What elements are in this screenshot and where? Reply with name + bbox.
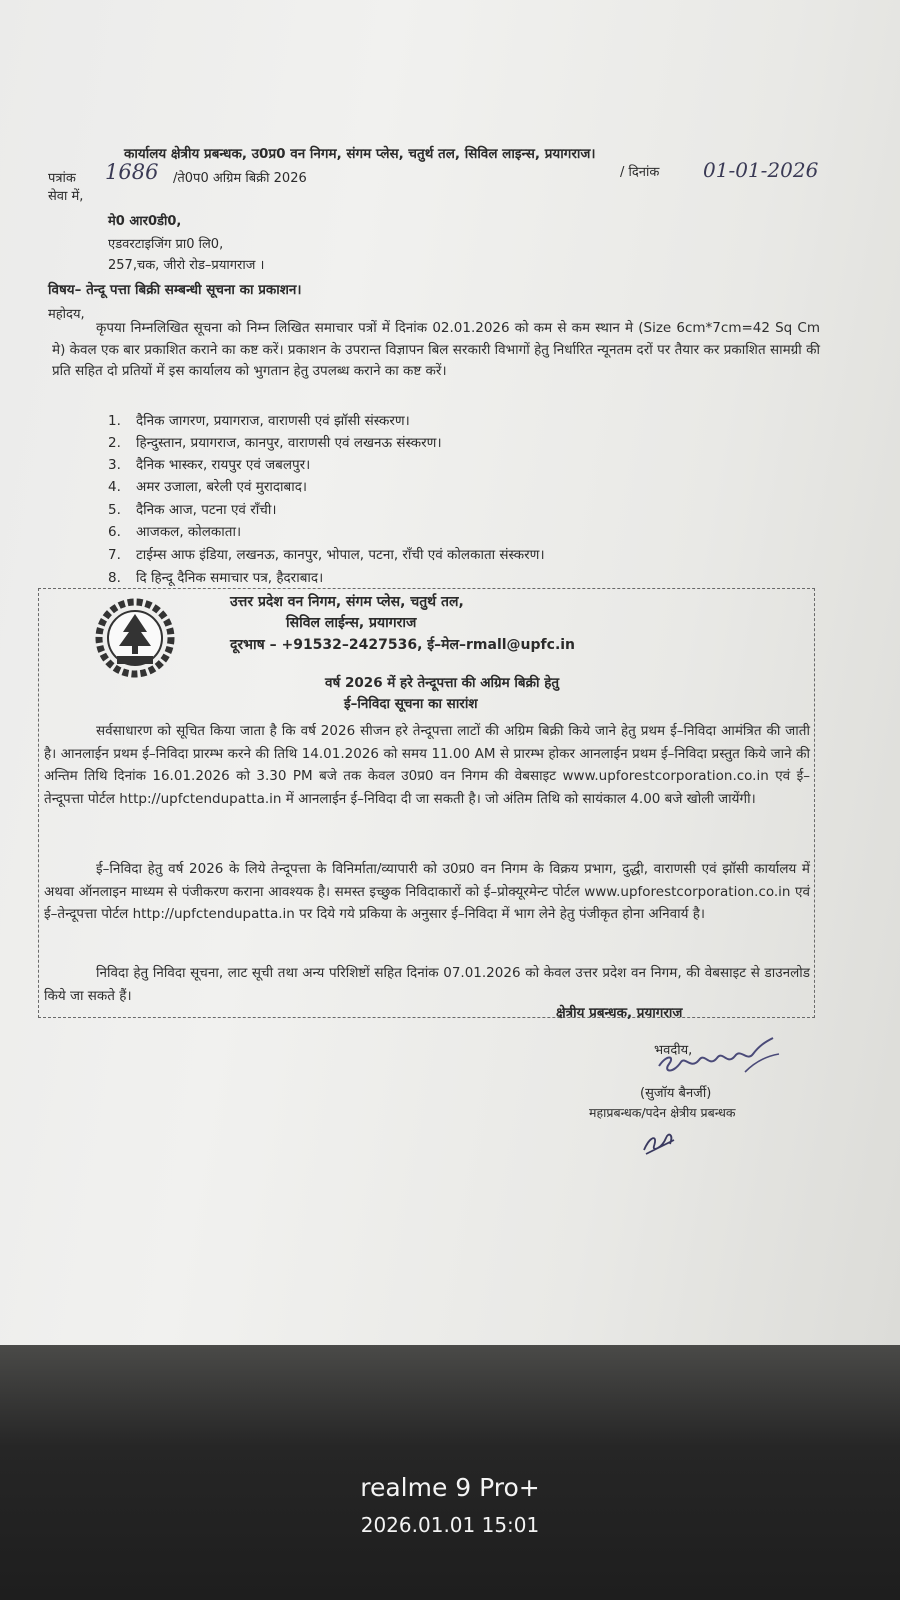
list-number: 6. [108, 524, 121, 540]
list-item: 5. दैनिक आज, पटना एवं रॉंची। [108, 502, 277, 518]
body-paragraph: कृपया निम्नलिखित सूचना को निम्न लिखित समाचार पत्रों में दिनांक 02.01.2026 को कम से कम स्थान मे (Size 6cm*7cm=42 Sq Cm मे) केवल एक बार प्रकाशित कराने का कष्ट करें। प्रकाशन के उपरान्त विज्ञापन बिल सरकारी विभागों हेतु निर्धारित न्यूनतम दरों पर तैयार कर प्रकाशित सामग्री की प्रति सहित दो प्रतियों में इस कार्यालय को भुगतान हेतु उपलब्ध कराने का कष्ट करें। [52, 320, 820, 379]
initials-icon [640, 1128, 680, 1158]
camera-model-watermark: realme 9 Pro+ [360, 1473, 540, 1502]
recipient-line-3: 257,चक, जीरो रोड–प्रयागराज । [108, 258, 265, 273]
notice-org-line2: सिविल लाईन्स, प्रयागराज [286, 615, 417, 631]
notice-paragraph-3: निविदा हेतु निविदा सूचना, लाट सूची तथा अन्य परिशिष्टों सहित दिनांक 07.01.2026 को केवल उत्तर प्रदेश वन निगम, की वेबसाइट से डाउनलोड किये जा सकते हैं। [44, 965, 810, 1004]
notice-sign-off: क्षेत्रीय प्रबन्धक, प्रयागराज [556, 1005, 683, 1021]
list-number: 3. [108, 457, 121, 473]
list-number: 8. [108, 570, 121, 586]
patrank-suffix: /ते0प0 अग्रिम बिक्री 2026 [173, 171, 307, 186]
list-number: 5. [108, 502, 121, 518]
list-item: 3. दैनिक भास्कर, रायपुर एवं जबलपुर। [108, 457, 311, 473]
notice-org-line1: उत्तर प्रदेश वन निगम, संगम प्लेस, चतुर्थ तल, [230, 594, 464, 610]
bhavdiya: भवदीय, [654, 1043, 693, 1058]
dinank-label: / दिनांक [620, 165, 660, 180]
upfc-logo-icon [95, 598, 175, 678]
list-number: 2. [108, 435, 121, 451]
notice-title-1: वर्ष 2026 में हरे तेन्दूपत्ता की अग्रिम बिक्री हेतु [325, 675, 560, 691]
list-number: 4. [108, 479, 121, 495]
notice-contact: दूरभाष – +91532–2427536, ई–मेल–rmall@upfc.in [230, 637, 576, 653]
subject-line: विषय– तेन्दू पत्ता बिक्री सम्बन्धी सूचना का प्रकाशन। [48, 282, 302, 298]
notice-title-2: ई–निविदा सूचना का सारांश [344, 696, 478, 712]
dinank-value: 01-01-2026 [703, 158, 819, 182]
list-item: 2. हिन्दुस्तान, प्रयागराज, कानपुर, वाराणसी एवं लखनऊ संस्करण। [108, 435, 442, 451]
notice-paragraph-1: सर्वसाधारण को सूचित किया जाता है कि वर्ष 2026 सीजन हरे तेन्दूपत्ता लाटों की अग्रिम बिक्री किये जाने हेतु प्रथम ई–निविदा आमंत्रित की जाती है। आनलाईन प्रथम ई–निविदा प्रारम्भ करने की तिथि 14.01.2026 को समय 11.00 AM से प्रारम्भ होकर आनलाईन प्रथम ई–निविदा प्रस्तुत किये जाने की अन्तिम तिथि दिनांक 16.01.2026 को 3.30 PM बजे तक केवल उ0प्र0 वन निगम की वेबसाइट www.upforestcorporation.co.in एवं ई–तेन्दूपत्ता पोर्टल http://upfctendupatta.in में आनलाईन ई–निविदा दी जा सकती है। जो अंतिम तिथि को सायंकाल 4.00 बजे खोली जायेंगी। [44, 723, 810, 807]
list-item: 1. दैनिक जागरण, प्रयागराज, वाराणसी एवं झॉसी संस्करण। [108, 413, 410, 429]
salutation: महोदय, [48, 307, 85, 322]
list-item: 8. दि हिन्दू दैनिक समाचार पत्र, हैदराबाद। [108, 570, 324, 586]
signatory-designation: महाप्रबन्धक/पदेन क्षेत्रीय प्रबन्धक [589, 1105, 736, 1120]
list-number: 1. [108, 413, 121, 429]
list-item: 7. टाईम्स आफ इंडिया, लखनऊ, कानपुर, भोपाल, पटना, रॉंची एवं कोलकाता संस्करण। [108, 547, 545, 563]
signature-icon [655, 1032, 795, 1082]
seva-me: सेवा में, [48, 189, 84, 204]
signatory-name: (सुजॉय बैनर्जी) [640, 1086, 712, 1101]
list-number: 7. [108, 547, 121, 563]
recipient-line-2: एडवरटाइजिंग प्रा0 लि0, [108, 237, 224, 252]
office-heading: कार्यालय क्षेत्रीय प्रबन्धक, उ0प्र0 वन निगम, संगम प्लेस, चतुर्थ तल, सिविल लाइन्स, प्रयागराज। [124, 146, 596, 162]
recipient-line-1: मे0 आर0डी0, [108, 214, 182, 229]
list-item: 6. आजकल, कोलकाता। [108, 524, 242, 540]
list-item: 4. अमर उजाला, बरेली एवं मुरादाबाद। [108, 479, 308, 495]
notice-paragraph-2: ई–निविदा हेतु वर्ष 2026 के लिये तेन्दूपत्ता के विनिर्माता/व्यापारी को उ0प्र0 वन निगम के विक्रय प्रभाग, दुद्धी, वाराणसी एवं झॉसी कार्यालय में अथवा ऑनलाइन माध्यम से पंजीकरण कराना आवश्यक है। समस्त इच्छुक निविदाकारों को ई–प्रोक्यूरमेन्ट पोर्टल www.upforestcorporation.co.in एवं ई–तेन्दूपत्ता पोर्टल http://upfctendupatta.in पर दिये गये प्रकिया के अनुसार ई–निविदा में भाग लेने हेतु पंजीकृत होना अनिवार्य है। [44, 861, 810, 922]
camera-timestamp-watermark: 2026.01.01 15:01 [360, 1513, 540, 1537]
patrank-label: पत्रांक [48, 171, 76, 186]
patrank-number: 1686 [105, 160, 159, 184]
